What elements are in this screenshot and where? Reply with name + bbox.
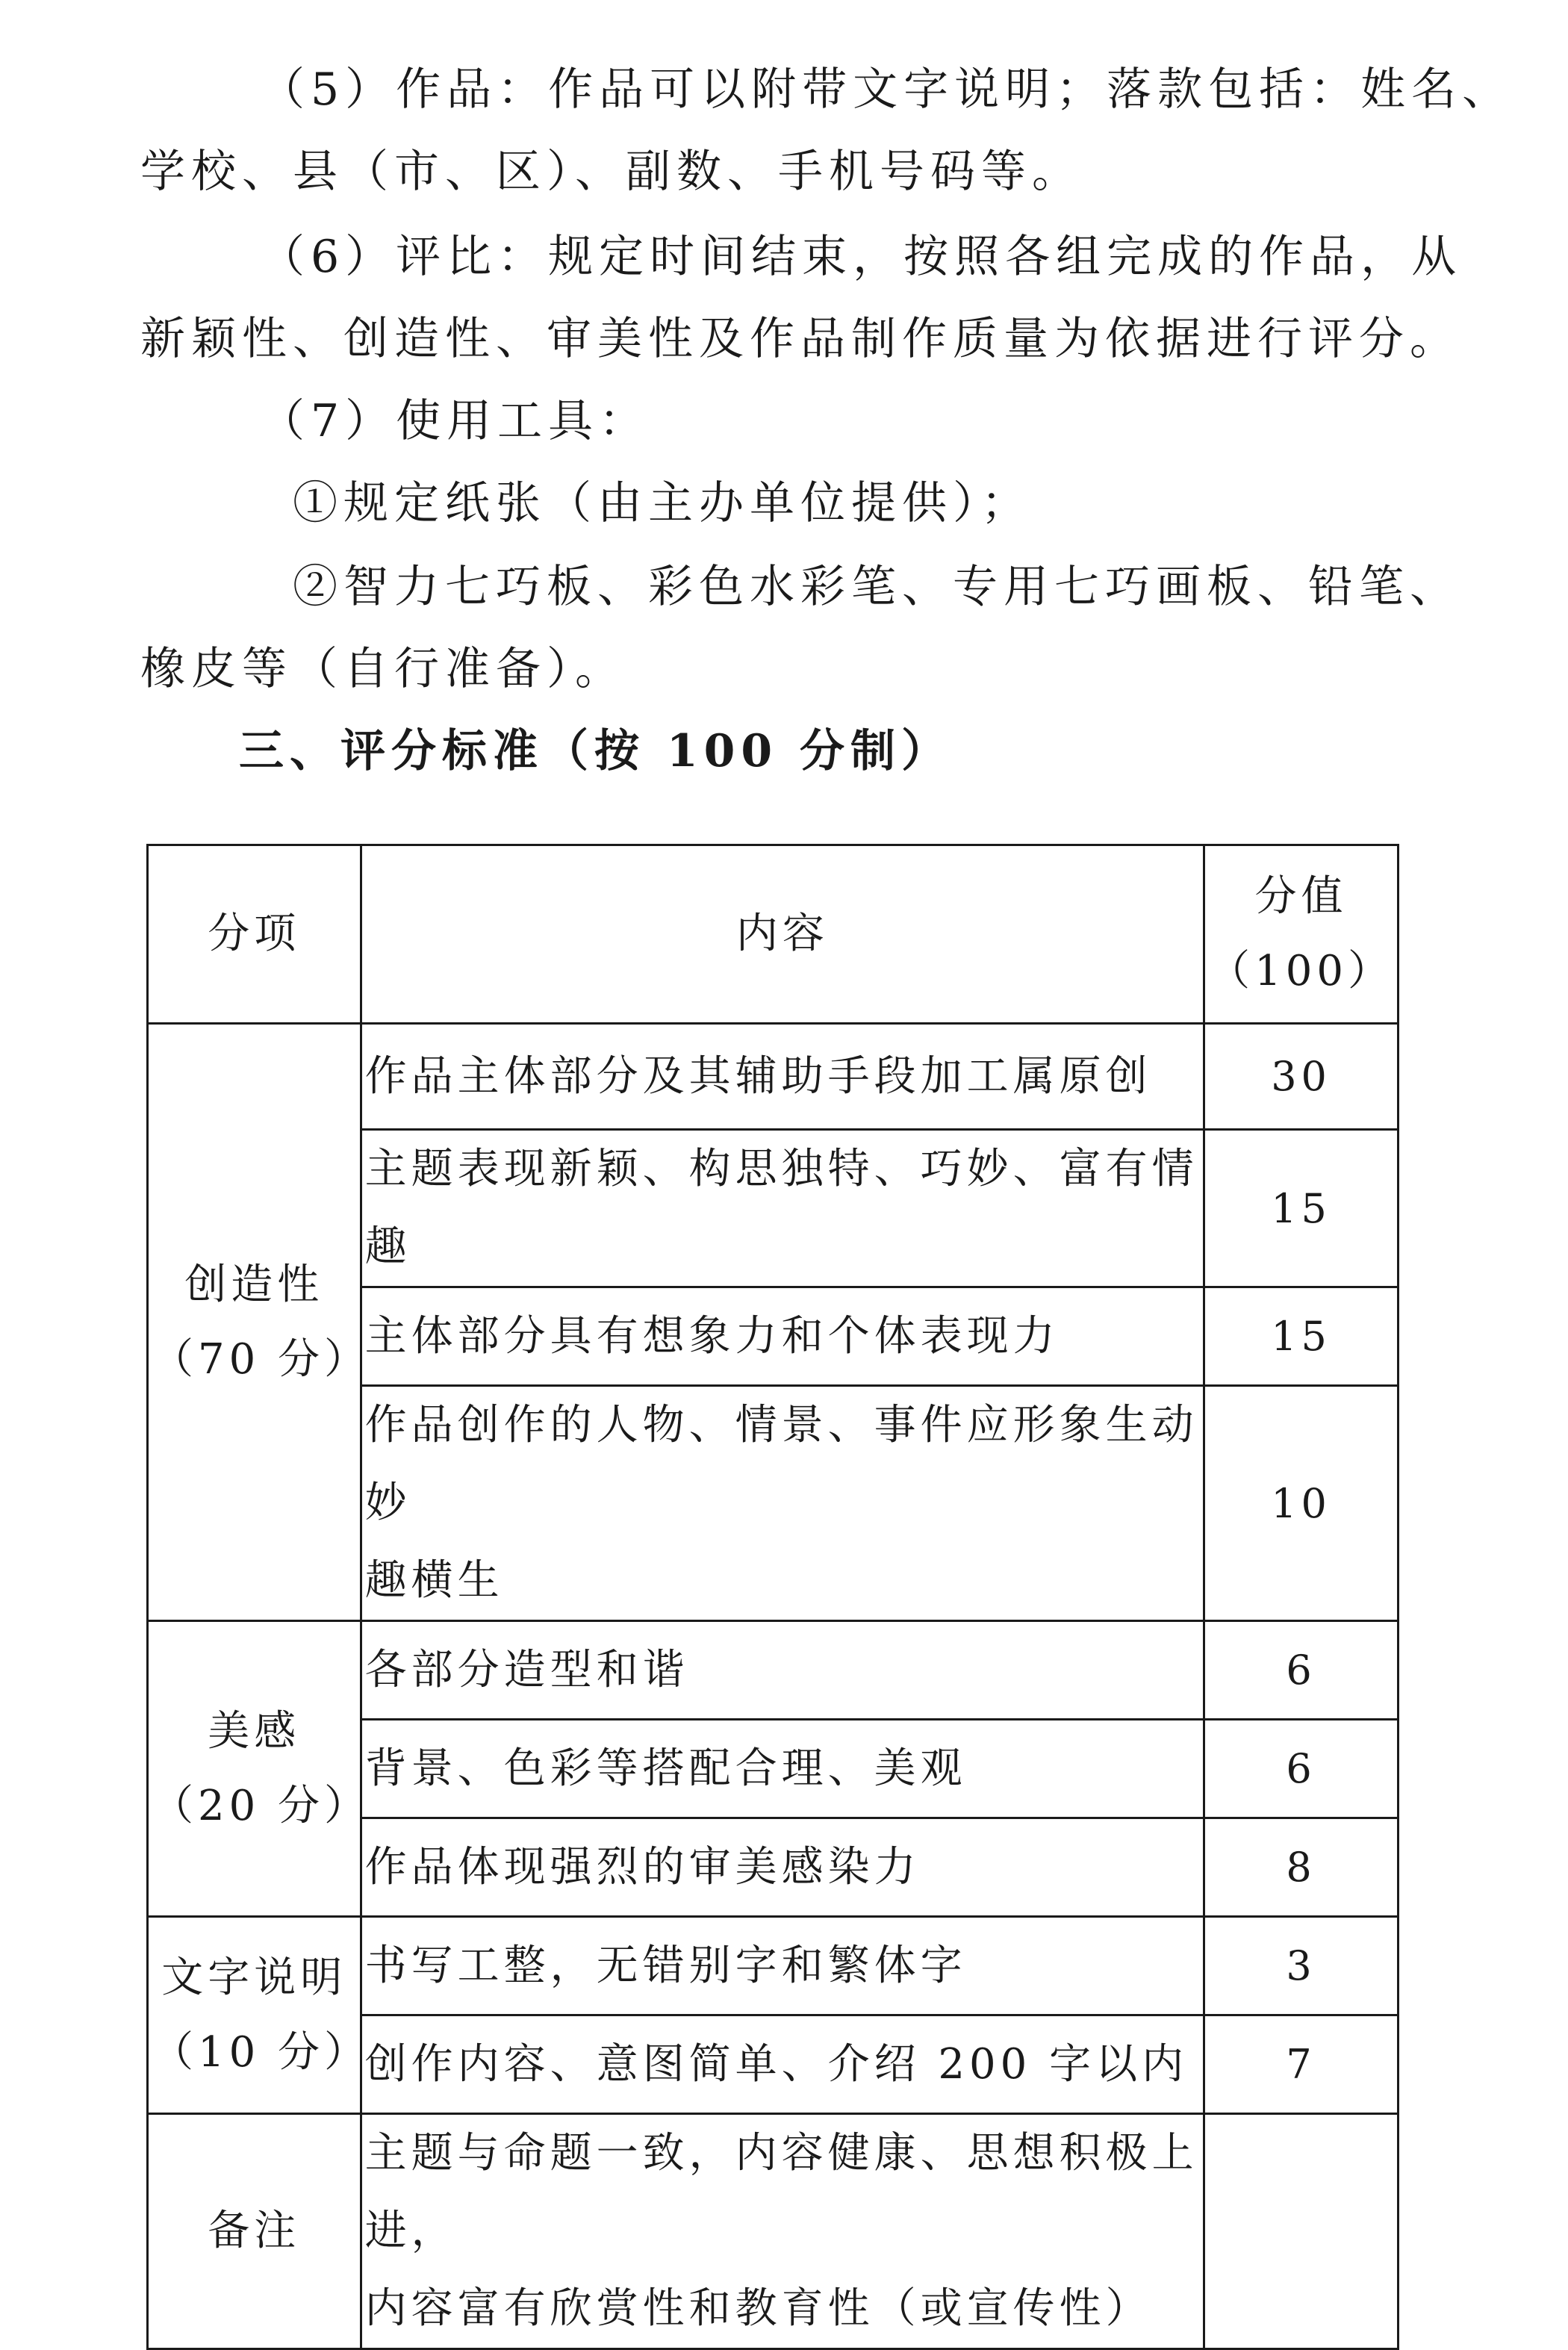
row-score: 30 xyxy=(1204,1024,1399,1130)
section-heading: 三、评分标准（按 100 分制） xyxy=(239,725,953,777)
table-row xyxy=(148,2114,1399,2349)
row-score-empty xyxy=(1204,2114,1399,2349)
row-content: 背景、色彩等搭配合理、美观 xyxy=(361,1720,1204,1818)
row-content: 作品体现强烈的审美感染力 xyxy=(361,1818,1204,1917)
category-points: （10 分） xyxy=(152,2027,371,2077)
table-row xyxy=(148,1917,1399,2015)
category-remarks xyxy=(148,2114,361,2349)
paragraph-6-line-1: （6）评比：规定时间结束，按照各组完成的作品，从 xyxy=(260,231,1463,283)
row-score: 6 xyxy=(1204,1621,1399,1720)
header-score-line-1: 分值 xyxy=(1254,872,1348,921)
category-name: 创造性 xyxy=(184,1260,324,1309)
row-content: 主体部分具有想象力和个体表现力 xyxy=(361,1287,1204,1386)
row-content: 书写工整，无错别字和繁体字 xyxy=(361,1917,1204,2015)
category-name: 文字说明 xyxy=(161,1953,347,2002)
header-category: 分项 xyxy=(148,845,361,1024)
category-aesthetics xyxy=(148,1621,371,1917)
paragraph-6-line-2: 新颖性、创造性、审美性及作品制作质量为依据进行评分。 xyxy=(140,313,1460,365)
row-content xyxy=(361,2114,1204,2349)
row-content-line-2: 内容富有欣赏性和教育性（或宣传性） xyxy=(364,2284,1152,2333)
category-name: 美感 xyxy=(208,1706,301,1756)
tool-item-2-line-2: 橡皮等（自行准备）。 xyxy=(140,643,626,695)
row-content xyxy=(361,1386,1204,1621)
tool-item-1: ①规定纸张（由主办单位提供）； xyxy=(293,477,1032,529)
row-score: 10 xyxy=(1204,1386,1399,1621)
scoring-table xyxy=(146,844,1399,2350)
tool-item-2-line-1: ②智力七巧板、彩色水彩笔、专用七巧画板、铅笔、 xyxy=(293,561,1460,613)
row-score: 15 xyxy=(1204,1287,1399,1386)
row-content: 各部分造型和谐 xyxy=(361,1621,1204,1720)
header-score-line-2: （100） xyxy=(1208,947,1394,995)
category-name: 备注 xyxy=(208,2207,301,2255)
table-row xyxy=(148,1024,1399,1130)
table-row xyxy=(148,1621,1399,1720)
row-score: 3 xyxy=(1204,1917,1399,2015)
row-content: 主题表现新颖、构思独特、巧妙、富有情趣 xyxy=(361,1130,1204,1287)
row-content: 作品主体部分及其辅助手段加工属原创 xyxy=(361,1024,1204,1130)
row-score: 6 xyxy=(1204,1720,1399,1818)
paragraph-5-line-2: 学校、县（市、区）、副数、手机号码等。 xyxy=(140,146,1083,198)
category-text-description xyxy=(148,1917,371,2114)
paragraph-5-line-1: （5）作品：作品可以附带文字说明；落款包括：姓名、 xyxy=(260,63,1513,116)
row-content-line-1: 作品创作的人物、情景、事件应形象生动妙 xyxy=(364,1401,1198,1527)
paragraph-7: （7）使用工具： xyxy=(260,395,650,447)
row-content-line-1: 主题与命题一致，内容健康、思想积极上进， xyxy=(364,2129,1198,2255)
row-score: 7 xyxy=(1204,2015,1399,2114)
row-content: 创作内容、意图简单、介绍 200 字以内 xyxy=(361,2015,1204,2114)
header-content: 内容 xyxy=(361,845,1204,1024)
row-score: 15 xyxy=(1204,1130,1399,1287)
row-score: 8 xyxy=(1204,1818,1399,1917)
header-score xyxy=(1204,845,1399,1024)
category-points: （70 分） xyxy=(152,1334,371,1384)
row-content-line-2: 趣横生 xyxy=(364,1556,504,1605)
category-points: （20 分） xyxy=(152,1781,371,1830)
category-creativity xyxy=(148,1024,371,1621)
table-header-row xyxy=(148,845,1399,1024)
